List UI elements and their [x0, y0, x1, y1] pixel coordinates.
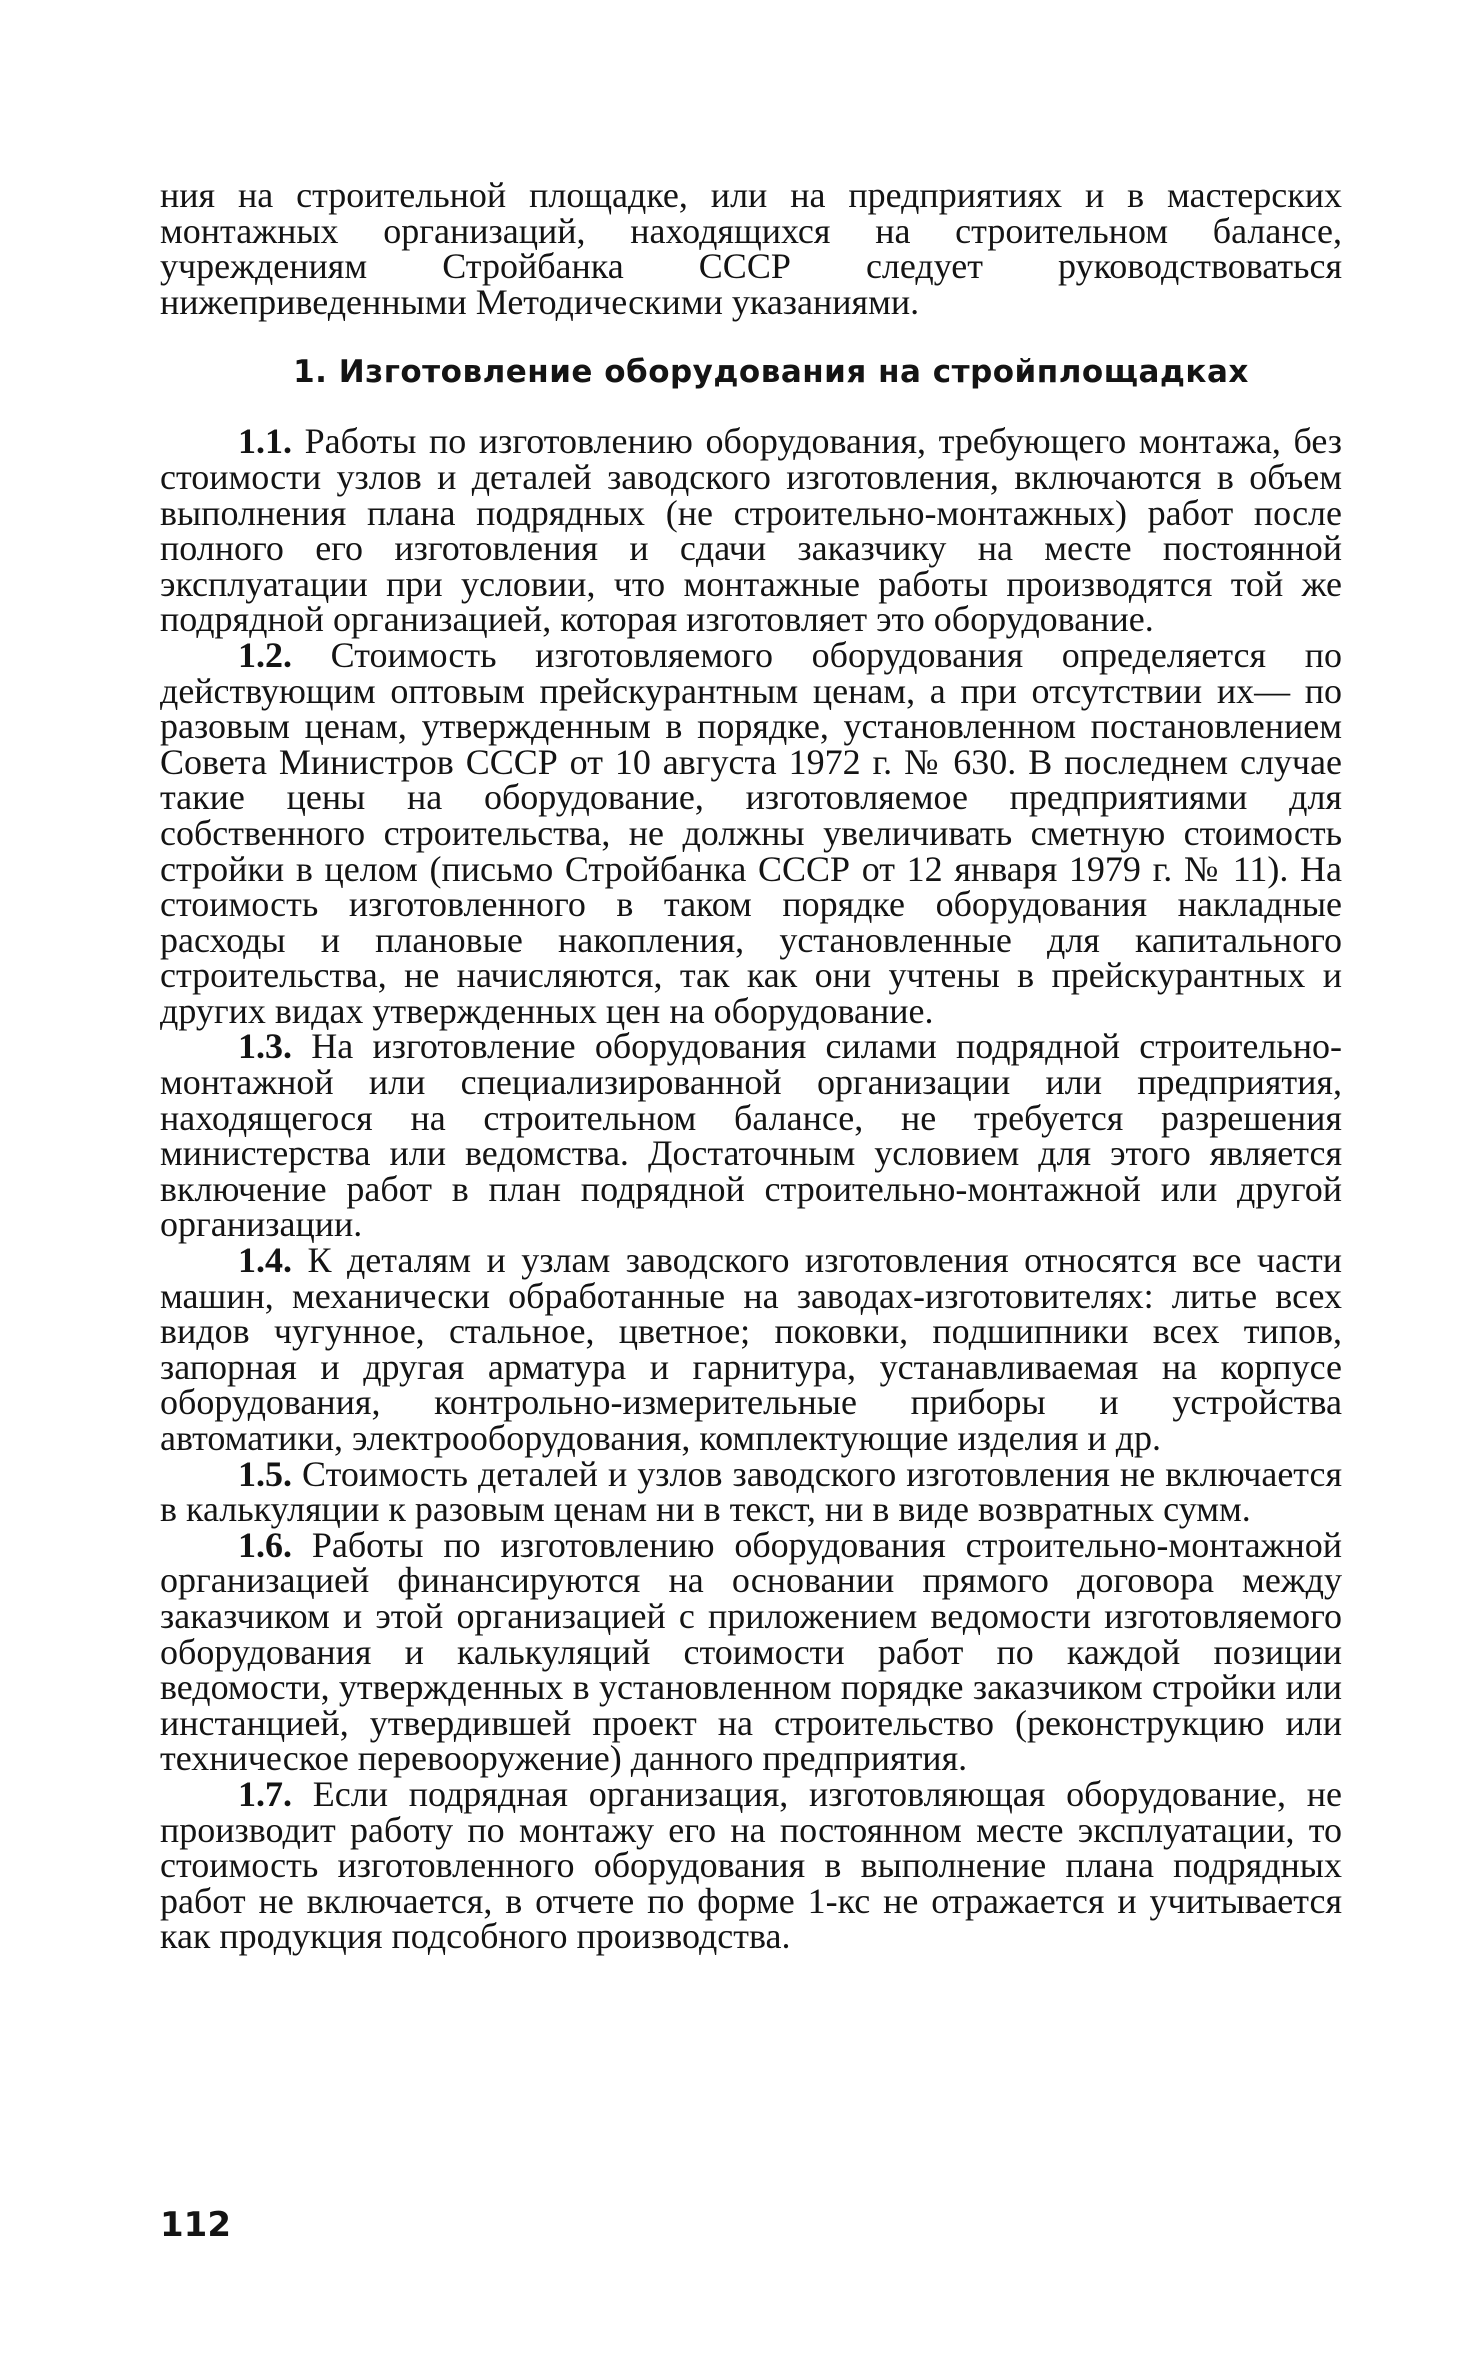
- paragraph-number: 1.5.: [238, 1453, 292, 1494]
- paragraph-number: 1.4.: [238, 1240, 292, 1281]
- paragraph-text: Работы по изготовлению оборудования, требующего монтажа, без стоимости узлов и деталей заводского изготовления, включаются в объем выполнения плана подрядных (не строительно-монтажных) работ после полного его изготовления и сдачи заказчику на месте постоянной эксплуатации при условии, что монтажные работы производятся той же подрядной организацией, которая изготовляет это оборудование.: [160, 421, 1342, 640]
- paragraph-1-4: [160, 1240, 1342, 1458]
- intro-paragraph: ния на строительной площадке, или на предприятиях и в мастерских монтажных организаций, находящихся на строительном балансе, учреждениям Стройбанка СССР следует руководствоваться нижеприведенными Методическими указаниями.: [160, 175, 1342, 322]
- paragraph-number: 1.7.: [238, 1773, 292, 1814]
- paragraph-text: Стоимость изготовляемого оборудования определяется по действующим оптовым прейскурантным ценам, а при отсутствии их— по разовым ценам, утвержденным в порядке, установленном постановлением Совета Министров СССР от 10 августа 1972 г. № 630. В последнем случае такие цены на оборудование, изготовляемое предприятиями для собственного строительства, не должны увеличивать сметную стоимость стройки в целом (письмо Стройбанка СССР от 12 января 1979 г. № 11). На стоимость изготовленного в таком порядке оборудования накладные расходы и плановые накопления, установленные для капитального строительства, не начисляются, так как они учтены в прейскурантных и других видах утвержденных цен на оборудование.: [160, 634, 1342, 1031]
- paragraph-number: 1.6.: [238, 1524, 292, 1565]
- paragraph-number: 1.2.: [238, 634, 292, 675]
- paragraph-text: Если подрядная организация, изготовляющая оборудование, не производит работу по монтажу его на постоянном месте эксплуатации, то стоимость изготовленного оборудования в выполнение плана подрядных работ не включается, в отчете по форме 1-кс не отражается и учитывается как продукция подсобного производства.: [160, 1773, 1342, 1957]
- paragraph-text: К деталям и узлам заводского изготовления относятся все части машин, механически обработанные на заводах-изготовителях: литье всех видов чугунное, стальное, цветное; поковки, подшипники всех типов, запорная и другая арматура и гарнитура, устанавливаемая на корпусе оборудования, контрольно-измерительные приборы и устройства автоматики, электрооборудования, комплектующие изделия и др.: [160, 1240, 1342, 1458]
- section-heading: 1. Изготовление оборудования на стройплощадках: [293, 354, 1249, 391]
- paragraph-1-2: [160, 634, 1342, 1031]
- page-number: 112: [160, 2205, 231, 2245]
- paragraph-1-1: [160, 421, 1342, 640]
- paragraph-number: 1.3.: [238, 1026, 292, 1067]
- paragraph-1-5: [160, 1453, 1343, 1530]
- document-page: [160, 175, 1343, 1957]
- paragraph-text: Стоимость деталей и узлов заводского изготовления не включается в калькуляции к разовым ценам ни в текст, ни в виде возвратных сумм.: [160, 1453, 1343, 1530]
- paragraph-1-3: [160, 1026, 1342, 1245]
- paragraph-1-6: [160, 1524, 1343, 1779]
- paragraph-1-7: [160, 1773, 1342, 1957]
- paragraph-number: 1.1.: [238, 421, 292, 462]
- paragraph-text: Работы по изготовлению оборудования строительно-монтажной организацией финансируются на основании прямого договора между заказчиком и этой организацией с приложением ведомости изготовляемого оборудования и калькуляций стоимости работ по каждой позиции ведомости, утвержденных в установленном порядке заказчиком стройки или инстанцией, утвердившей проект на строительство (реконструкцию или техническое перевооружение) данного предприятия.: [160, 1524, 1343, 1779]
- paragraph-text: На изготовление оборудования силами подрядной строительно-монтажной или специализированной организации или предприятия, находящегося на строительном балансе, не требуется разрешения министерства или ведомства. Достаточным условием для этого является включение работ в план подрядной строительно-монтажной или другой организации.: [160, 1026, 1342, 1245]
